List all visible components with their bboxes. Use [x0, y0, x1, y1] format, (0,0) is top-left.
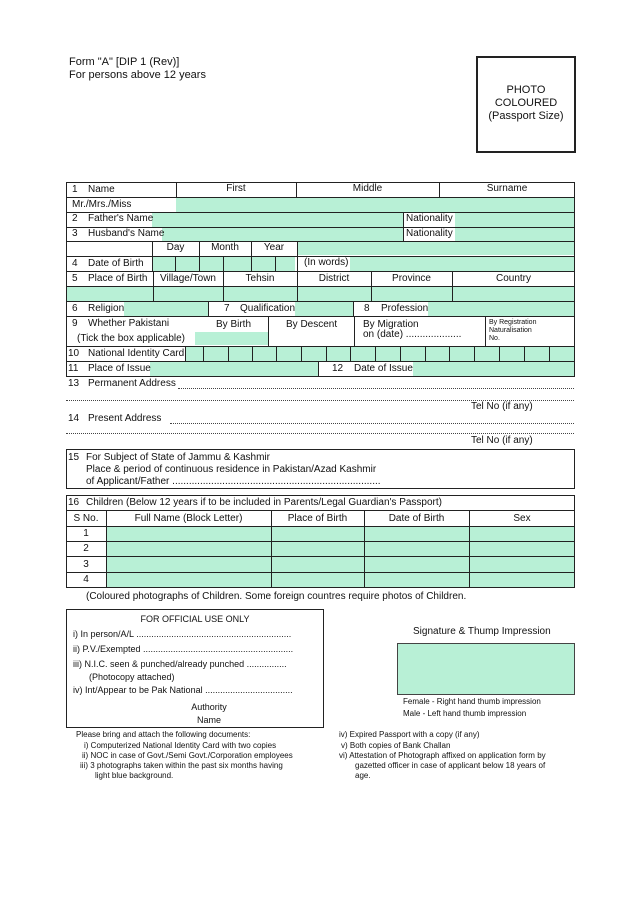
doc-right-2: v) Both copies of Bank Challan	[341, 741, 451, 750]
col-place-of-birth: Place of Birth	[287, 513, 348, 524]
title-label: Mr./Mrs./Miss	[72, 199, 132, 210]
tick-label: (Tick the box applicable)	[77, 333, 186, 344]
row2-num: 2	[72, 213, 78, 224]
father-name-label: Father's Name	[88, 213, 154, 224]
month-label: Month	[211, 242, 239, 253]
by-descent-label: By Descent	[286, 319, 338, 330]
tehsin-label: Tehsin	[245, 273, 275, 284]
dob-label: Date of Birth	[88, 258, 144, 269]
year-label: Year	[263, 242, 285, 253]
qualification-label: Qualification	[240, 303, 296, 314]
place-of-issue-label: Place of Issue	[88, 363, 151, 374]
father-nationality-label: Nationality	[406, 213, 453, 224]
country-label: Country	[495, 273, 531, 284]
pakistani-label: Whether Pakistani	[88, 318, 170, 329]
row12-num: 12	[332, 363, 344, 374]
official-use-box	[66, 609, 324, 728]
doc-left-1: i) Computerized National Identity Card with two copies	[84, 741, 277, 750]
row13-num: 13	[68, 378, 80, 389]
naturalisation-label: Naturalisation	[489, 327, 532, 334]
row8-num: 8	[364, 303, 370, 314]
religion-label: Religion	[88, 303, 125, 314]
present-tel-label: Tel No (if any)	[471, 435, 533, 446]
jk-line2: Place & period of continuous residence in Pakistan/Azad Kashmir	[86, 464, 377, 475]
nic-label: National Identity Card	[88, 348, 185, 359]
name-label: Name	[88, 184, 115, 195]
first-label: First	[226, 183, 246, 194]
row1-num: 1	[72, 184, 78, 195]
district-label: District	[318, 273, 350, 284]
row6-num: 6	[72, 303, 78, 314]
signature-title: Signature & Thump Impression	[413, 626, 551, 637]
permanent-address-line1[interactable]	[178, 388, 574, 389]
jk-line1: For Subject of State of Jammu & Kashmir	[86, 452, 270, 463]
surname-label: Surname	[486, 183, 528, 194]
photo-line3: (Passport Size)	[488, 110, 564, 122]
doc-left-4: light blue background.	[95, 771, 174, 780]
present-address-line1[interactable]	[170, 423, 574, 424]
jk-box	[66, 449, 575, 489]
official-item-3: iii) N.I.C. seen & punched/already punched ................	[73, 659, 287, 669]
by-registration-label: By Registration	[489, 319, 537, 326]
photo-box[interactable]	[476, 56, 576, 153]
permanent-address-label: Permanent Address	[88, 378, 176, 389]
official-item-4: iv) Int/Appear to be Pak National ...................................	[73, 685, 293, 695]
row16-num: 16	[68, 497, 80, 508]
doc-left-3: iii) 3 photographs taken within the past six months having	[80, 761, 283, 770]
row5-num: 5	[72, 273, 78, 284]
female-note: Female - Right hand thumb impression	[403, 697, 541, 706]
husband-name-label: Husband's Name	[88, 228, 165, 239]
official-item-2: ii) P.V./Exempted ............................................................	[73, 644, 294, 654]
jk-line3[interactable]: of Applicant/Father ...........................................................................	[86, 476, 381, 487]
by-migration-label: By Migration	[363, 319, 419, 330]
form-id: Form "A" [DIP 1 (Rev)]	[69, 56, 180, 68]
official-item-3b: (Photocopy attached)	[89, 672, 175, 682]
row9-num: 9	[72, 318, 78, 329]
children-label: Children (Below 12 years if to be included in Parents/Legal Guardian's Passport)	[86, 497, 442, 508]
row11-num: 11	[68, 363, 79, 374]
village-label: Village/Town	[160, 273, 216, 284]
doc-right-5: age.	[355, 771, 371, 780]
table-row: 1	[83, 528, 89, 539]
row7-num: 7	[224, 303, 230, 314]
signature-box[interactable]	[397, 643, 575, 695]
col-full-name: Full Name (Block Letter)	[134, 513, 243, 524]
photo-line1: PHOTO	[506, 84, 546, 96]
official-title: FOR OFFICIAL USE ONLY	[140, 614, 250, 624]
doc-right-4: gazetted officer in case of applicant below 18 years of	[355, 761, 546, 770]
row15-num: 15	[68, 452, 80, 463]
table-row: 3	[83, 559, 89, 570]
province-label: Province	[392, 273, 431, 284]
doc-right-3: vi) Attestation of Photograph affixed on application form by	[339, 751, 546, 760]
reg-no-label: No.	[489, 335, 500, 342]
date-of-issue-label: Date of Issue	[354, 363, 413, 374]
table-row: 2	[83, 543, 89, 554]
table-row: 4	[83, 574, 89, 585]
present-address-line2[interactable]	[66, 433, 574, 434]
form-for: For persons above 12 years	[69, 69, 206, 81]
permanent-tel-label: Tel No (if any)	[471, 401, 533, 412]
row14-num: 14	[68, 413, 80, 424]
profession-label: Profession	[381, 303, 429, 314]
authority-label: Authority	[191, 702, 227, 712]
official-item-1: i) In person/A/L ..............................................................	[73, 629, 292, 639]
documents-intro: Please bring and attach the following documents:	[76, 730, 251, 739]
row4-num: 4	[72, 258, 78, 269]
row10-num: 10	[68, 348, 80, 359]
middle-label: Middle	[352, 183, 383, 194]
official-name-label: Name	[196, 715, 221, 725]
present-address-label: Present Address	[88, 413, 162, 424]
husband-nationality-label: Nationality	[406, 228, 453, 239]
col-date-of-birth: Date of Birth	[388, 513, 445, 524]
doc-right-1: iv) Expired Passport with a copy (if any)	[339, 730, 480, 739]
children-note: (Coloured photographs of Children. Some foreign countres require photos of Children.	[86, 591, 467, 602]
place-of-birth-label: Place of Birth	[88, 273, 148, 284]
in-words-label: (In words)	[304, 257, 349, 268]
day-label: Day	[166, 242, 185, 253]
doc-left-2: ii) NOC in case of Govt./Semi Govt./Corporation employees	[82, 751, 293, 760]
col-sex: Sex	[513, 513, 531, 524]
row3-num: 3	[72, 228, 78, 239]
col-sno: S No.	[73, 513, 99, 524]
male-note: Male - Left hand thumb impression	[403, 709, 527, 718]
on-date-label: on (date) ....................	[363, 329, 462, 340]
by-birth-label: By Birth	[216, 319, 252, 330]
photo-line2: COLOURED	[494, 97, 558, 109]
